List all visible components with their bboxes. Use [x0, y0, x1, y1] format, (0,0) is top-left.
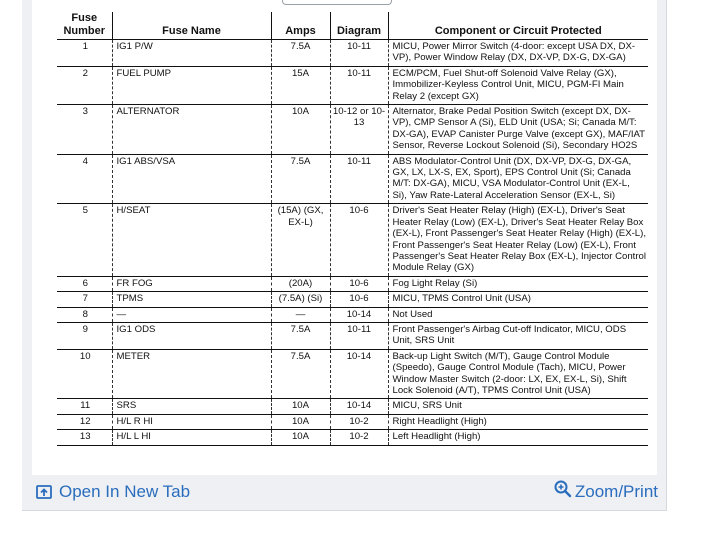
table-row — [57, 276, 648, 291]
fuse-number-cell: 5 — [57, 204, 112, 276]
amps-cell: 7.5A — [271, 40, 330, 67]
diagram-cell: 10-14 — [330, 307, 388, 322]
header-fuse-name: Fuse Name — [112, 12, 271, 40]
diagram-cell: 10-11 — [330, 322, 388, 349]
table-row — [57, 414, 648, 429]
header-diagram: Diagram — [330, 12, 388, 40]
fuse-chart-image — [32, 0, 657, 475]
header-component: Component or Circuit Protected — [388, 12, 648, 40]
fuse-name-cell: H/L L HI — [112, 430, 271, 445]
table-row — [57, 40, 648, 67]
open-new-tab-icon — [36, 485, 52, 499]
zoom-print-link[interactable] — [553, 482, 658, 502]
component-cell: Fog Light Relay (Si) — [388, 276, 648, 291]
fuse-name-cell: FR FOG — [112, 276, 271, 291]
diagram-cell: 10-12 or 10-13 — [330, 105, 388, 155]
header-amps: Amps — [271, 12, 330, 40]
component-cell: MICU, Power Mirror Switch (4-door: except USA DX, DX-VP), Power Window Relay (DX, DX-VP, DX-G, DX-GA) — [388, 40, 648, 67]
fuse-number-cell: 8 — [57, 307, 112, 322]
zoom-print-label: Zoom/Print — [574, 482, 658, 501]
open-in-new-tab-label: Open In New Tab — [59, 482, 191, 501]
fuse-number-cell: 1 — [57, 40, 112, 67]
fuse-name-cell: IG1 ODS — [112, 322, 271, 349]
diagram-cell: 10-11 — [330, 154, 388, 204]
fuse-name-cell: IG1 ABS/VSA — [112, 154, 271, 204]
fuse-number-cell: 9 — [57, 322, 112, 349]
amps-cell: 10A — [271, 399, 330, 414]
diagram-cell: 10-14 — [330, 349, 388, 399]
fuse-name-cell: H/L R HI — [112, 414, 271, 429]
table-row — [57, 66, 648, 104]
table-header-row — [57, 12, 648, 40]
component-cell: Right Headlight (High) — [388, 414, 648, 429]
fuse-number-cell: 7 — [57, 292, 112, 307]
fuse-number-cell: 6 — [57, 276, 112, 291]
fuse-name-cell: SRS — [112, 399, 271, 414]
amps-cell: 7.5A — [271, 349, 330, 399]
diagram-cell: 10-6 — [330, 292, 388, 307]
component-cell: MICU, TPMS Control Unit (USA) — [388, 292, 648, 307]
amps-cell: 15A — [271, 66, 330, 104]
diagram-cell: 10-11 — [330, 66, 388, 104]
amps-cell: (20A) — [271, 276, 330, 291]
component-cell: Driver's Seat Heater Relay (High) (EX-L), Driver's Seat Heater Relay (Low) (EX-L), Driver's Seat Heater Relay Box (EX-L), Front Passenger's Seat Heater Relay (High) (EX-L), Front Passenger's Seat Heater Relay (Low) (EX-L), Front Passenger's Seat Heater Relay Box (EX-L), Injector Control Module Relay (GX) — [388, 204, 648, 276]
table-row — [57, 292, 648, 307]
table-row — [57, 430, 648, 445]
component-cell: Left Headlight (High) — [388, 430, 648, 445]
diagram-cell: 10-6 — [330, 204, 388, 276]
component-cell: Back-up Light Switch (M/T), Gauge Control Module (Speedo), Gauge Control Module (Tach), MICU, Power Window Master Switch (2-door: LX, EX, EX-L, Si), Shift Lock Solenoid (A/T), TPMS Control Unit (USA) — [388, 349, 648, 399]
table-row — [57, 105, 648, 155]
fuse-name-cell: METER — [112, 349, 271, 399]
diagram-cell: 10-2 — [330, 430, 388, 445]
component-cell: Front Passenger's Airbag Cut-off Indicator, MICU, ODS Unit, SRS Unit — [388, 322, 648, 349]
fuse-name-cell: ALTERNATOR — [112, 105, 271, 155]
fuse-name-cell: TPMS — [112, 292, 271, 307]
header-fuse-number: Fuse Number — [57, 12, 112, 40]
open-in-new-tab-link[interactable] — [36, 482, 190, 502]
amps-cell: — — [271, 307, 330, 322]
component-cell: MICU, SRS Unit — [388, 399, 648, 414]
component-cell: Alternator, Brake Pedal Position Switch (except DX, DX-VP), CMP Sensor A (Si), ELD Unit (USA; Si; Canada M/T: DX-GA), EVAP Canister Purge Valve (except GX), MAF/IAT Sensor, Reverse Lockout Solenoid (Si), Secondary HO2S — [388, 105, 648, 155]
fuse-number-cell: 11 — [57, 399, 112, 414]
diagram-cell: 10-14 — [330, 399, 388, 414]
amps-cell: 10A — [271, 414, 330, 429]
fuse-name-cell: FUEL PUMP — [112, 66, 271, 104]
component-cell: ABS Modulator-Control Unit (DX, DX-VP, DX-G, DX-GA, GX, LX, LX-S, EX, Sport), EPS Control Unit (Si; Canada M/T: DX-GA), MICU, VSA Modulator-Control Unit (EX-L, Si), Yaw Rate-Lateral Acceleration Sensor (EX-L, Si) — [388, 154, 648, 204]
table-row — [57, 154, 648, 204]
image-card — [22, 0, 667, 511]
amps-cell: 10A — [271, 105, 330, 155]
table-row — [57, 204, 648, 276]
component-cell: Not Used — [388, 307, 648, 322]
fuse-name-cell: H/SEAT — [112, 204, 271, 276]
diagram-cell: 10-11 — [330, 40, 388, 67]
fuse-name-cell: IG1 P/W — [112, 40, 271, 67]
fuse-table — [57, 12, 648, 446]
amps-cell: 10A — [271, 430, 330, 445]
fuse-number-cell: 10 — [57, 349, 112, 399]
amps-cell: (15A) (GX, EX-L) — [271, 204, 330, 276]
diagram-cell: 10-6 — [330, 276, 388, 291]
fuse-number-cell: 2 — [57, 66, 112, 104]
amps-cell: 7.5A — [271, 154, 330, 204]
image-footer — [22, 478, 666, 508]
fuse-number-cell: 4 — [57, 154, 112, 204]
table-row — [57, 322, 648, 349]
fuse-name-cell: — — [112, 307, 271, 322]
table-row — [57, 307, 648, 322]
fuse-number-cell: 13 — [57, 430, 112, 445]
fuse-number-cell: 12 — [57, 414, 112, 429]
amps-cell: (7.5A) (Si) — [271, 292, 330, 307]
component-cell: ECM/PCM, Fuel Shut-off Solenoid Valve Relay (GX), Immobilizer-Keyless Control Unit, MICU, PGM-FI Main Relay 2 (except GX) — [388, 66, 648, 104]
table-row — [57, 399, 648, 414]
table-row — [57, 349, 648, 399]
amps-cell: 7.5A — [271, 322, 330, 349]
zoom-magnifier-icon — [553, 479, 573, 499]
image-top-edge — [282, 0, 392, 5]
diagram-cell: 10-2 — [330, 414, 388, 429]
fuse-number-cell: 3 — [57, 105, 112, 155]
